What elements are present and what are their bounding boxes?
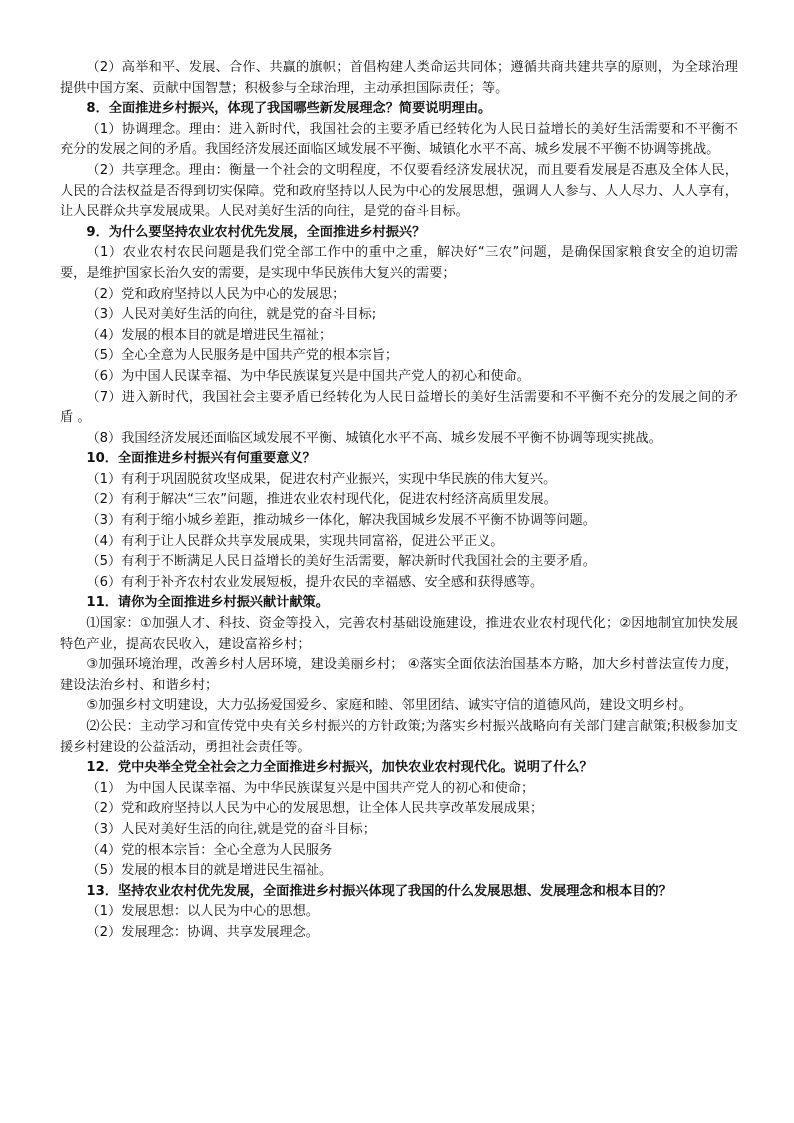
question-heading-8: 8．全面推进乡村振兴，体现了我国哪些新发展理念？简要说明理由。 bbox=[86, 101, 492, 117]
paragraph: （2）高举和平、发展、合作、共赢的旗帜；首倡构建人类命运共同体；遵循共商共建共享的原则，为全球治理提供中国方案、贡献中国智慧；积极参与全球治理，主动承担国际责任；等。 bbox=[60, 60, 738, 96]
paragraph: （2）有利于解决“三农”问题，推进农业农村现代化，促进农村经济高质里发展。 bbox=[86, 492, 557, 508]
paragraph: （1）农业农村农民问题是我们党全部工作中的重中之重，解决好“三农”问题，是确保国家粮食安全的迫切需要，是维护国家长治久安的需要，是实现中华民族伟大复兴的需要； bbox=[60, 245, 738, 281]
question-heading-9: 9．为什么要坚持农业农村优先发展，全面推进乡村振兴？ bbox=[86, 224, 426, 240]
paragraph: （4）发展的根本目的就是增进民生福祉； bbox=[86, 327, 333, 343]
paragraph: （3）人民对美好生活的向往，就是党的奋斗目标; bbox=[86, 307, 377, 323]
paragraph: ⑴国家：①加强人才、科技、资金等投入，完善农村基础设施建设，推进农业农村现代化；②因地制宜加快发展特色产业，提高农民收入，建设富裕乡村； bbox=[60, 616, 738, 652]
paragraph: ③加强环境治理，改善乡村人居环境，建设美丽乡村； ④落实全面依法治国基本方略，加大乡村普法宣传力度，建设法治乡村、和谐乡村； bbox=[60, 657, 738, 693]
paragraph: （2）发展理念：协调、共享发展理念。 bbox=[86, 924, 319, 940]
question-heading-12: 12．党中央举全党全社会之力全面推进乡村振兴，加快农业农村现代化。说明了什么？ bbox=[86, 760, 593, 776]
paragraph: ⑤加强乡村文明建设，大力弘扬爱国爱乡、家庭和睦、邻里团结、诚实守信的道德风尚，建设文明乡村。 bbox=[86, 698, 692, 714]
paragraph: （2）共享理念。理由：衡量一个社会的文明程度，不仅要看经济发展状况，而且要看发展是否惠及全体人民，人民的合法权益是否得到切实保障。党和政府坚持以人民为中心的发展思想，强调人人参与、人人尽力、人人享有，让人民群众共享发展成果。人民对美好生活的向往，是党的奋斗目标。 bbox=[60, 162, 738, 220]
paragraph: （8）我国经济发展还面临区域发展不平衡、城镇化水平不高、城乡发展不平衡不协调等现实挑战。 bbox=[86, 430, 662, 446]
question-heading-10: 10．全面推进乡村振兴有何重要意义？ bbox=[86, 451, 316, 467]
paragraph: （6）有利于补齐农村农业发展短板，提升农民的幸福感、安全感和获得感等。 bbox=[86, 574, 544, 590]
paragraph: （5）有利于不断满足人民日益增长的美好生活需要，解决新时代我国社会的主要矛盾。 bbox=[86, 554, 596, 570]
paragraph: ⑵公民：主动学习和宣传党中央有关乡村振兴的方针政策;为落实乡村振兴战略向有关部门建言献策;积极参加支援乡村建设的公益活动，勇担社会责任等。 bbox=[60, 719, 738, 755]
paragraph: （1） 为中国人民谋幸福、为中华民族谋复兴是中国共产党人的初心和使命； bbox=[86, 780, 535, 796]
document-page bbox=[60, 58, 738, 944]
paragraph: （7）进入新时代，我国社会主要矛盾已经转化为人民日益增长的美好生活需要和不平衡不充分的发展之间的矛盾 。 bbox=[60, 389, 738, 426]
paragraph: （1）有利于巩固脱贫攻坚成果，促进农村产业振兴，实现中华民族的伟大复兴。 bbox=[86, 471, 557, 487]
paragraph: （6）为中国人民谋幸福、为中华民族谋复兴是中国共产党人的初心和使命。 bbox=[86, 368, 530, 384]
paragraph: （3）有利于缩小城乡差距，推动城乡一体化，解决我国城乡发展不平衡不协调等问题。 bbox=[86, 513, 596, 529]
question-heading-11: 11．请你为全面推进乡村振兴献计献策。 bbox=[86, 595, 329, 611]
paragraph: （2）党和政府坚持以人民为中心的发展思； bbox=[86, 286, 346, 302]
paragraph: （1）协调理念。理由：进入新时代，我国社会的主要矛盾已经转化为人民日益增长的美好生活需要和不平衡不充分的发展之间的矛盾。我国经济发展还面临区域发展不平衡、城镇化水平不高、城乡发展不平衡不协调等挑战。 bbox=[60, 121, 738, 158]
question-heading-13: 13．坚持农业农村优先发展，全面推进乡村振兴体现了我国的什么发展思想、发展理念和根本目的？ bbox=[86, 883, 672, 899]
paragraph: （2）党和政府坚持以人民为中心的发展思想，让全体人民共享改革发展成果； bbox=[86, 801, 544, 817]
paragraph: （5）发展的根本目的就是增进民生福祉。 bbox=[86, 863, 333, 879]
paragraph: （4）有利于让人民群众共享发展成果，实现共同富裕，促进公平正义。 bbox=[86, 533, 504, 549]
paragraph: （3）人民对美好生活的向往,就是党的奋斗目标； bbox=[86, 821, 376, 837]
paragraph: （4）党的根本宗旨：全心全意为人民服务 bbox=[86, 842, 333, 858]
paragraph: （5）全心全意为人民服务是中国共产党的根本宗旨； bbox=[86, 348, 399, 364]
paragraph: （1）发展思想：以人民为中心的思想。 bbox=[86, 904, 319, 920]
